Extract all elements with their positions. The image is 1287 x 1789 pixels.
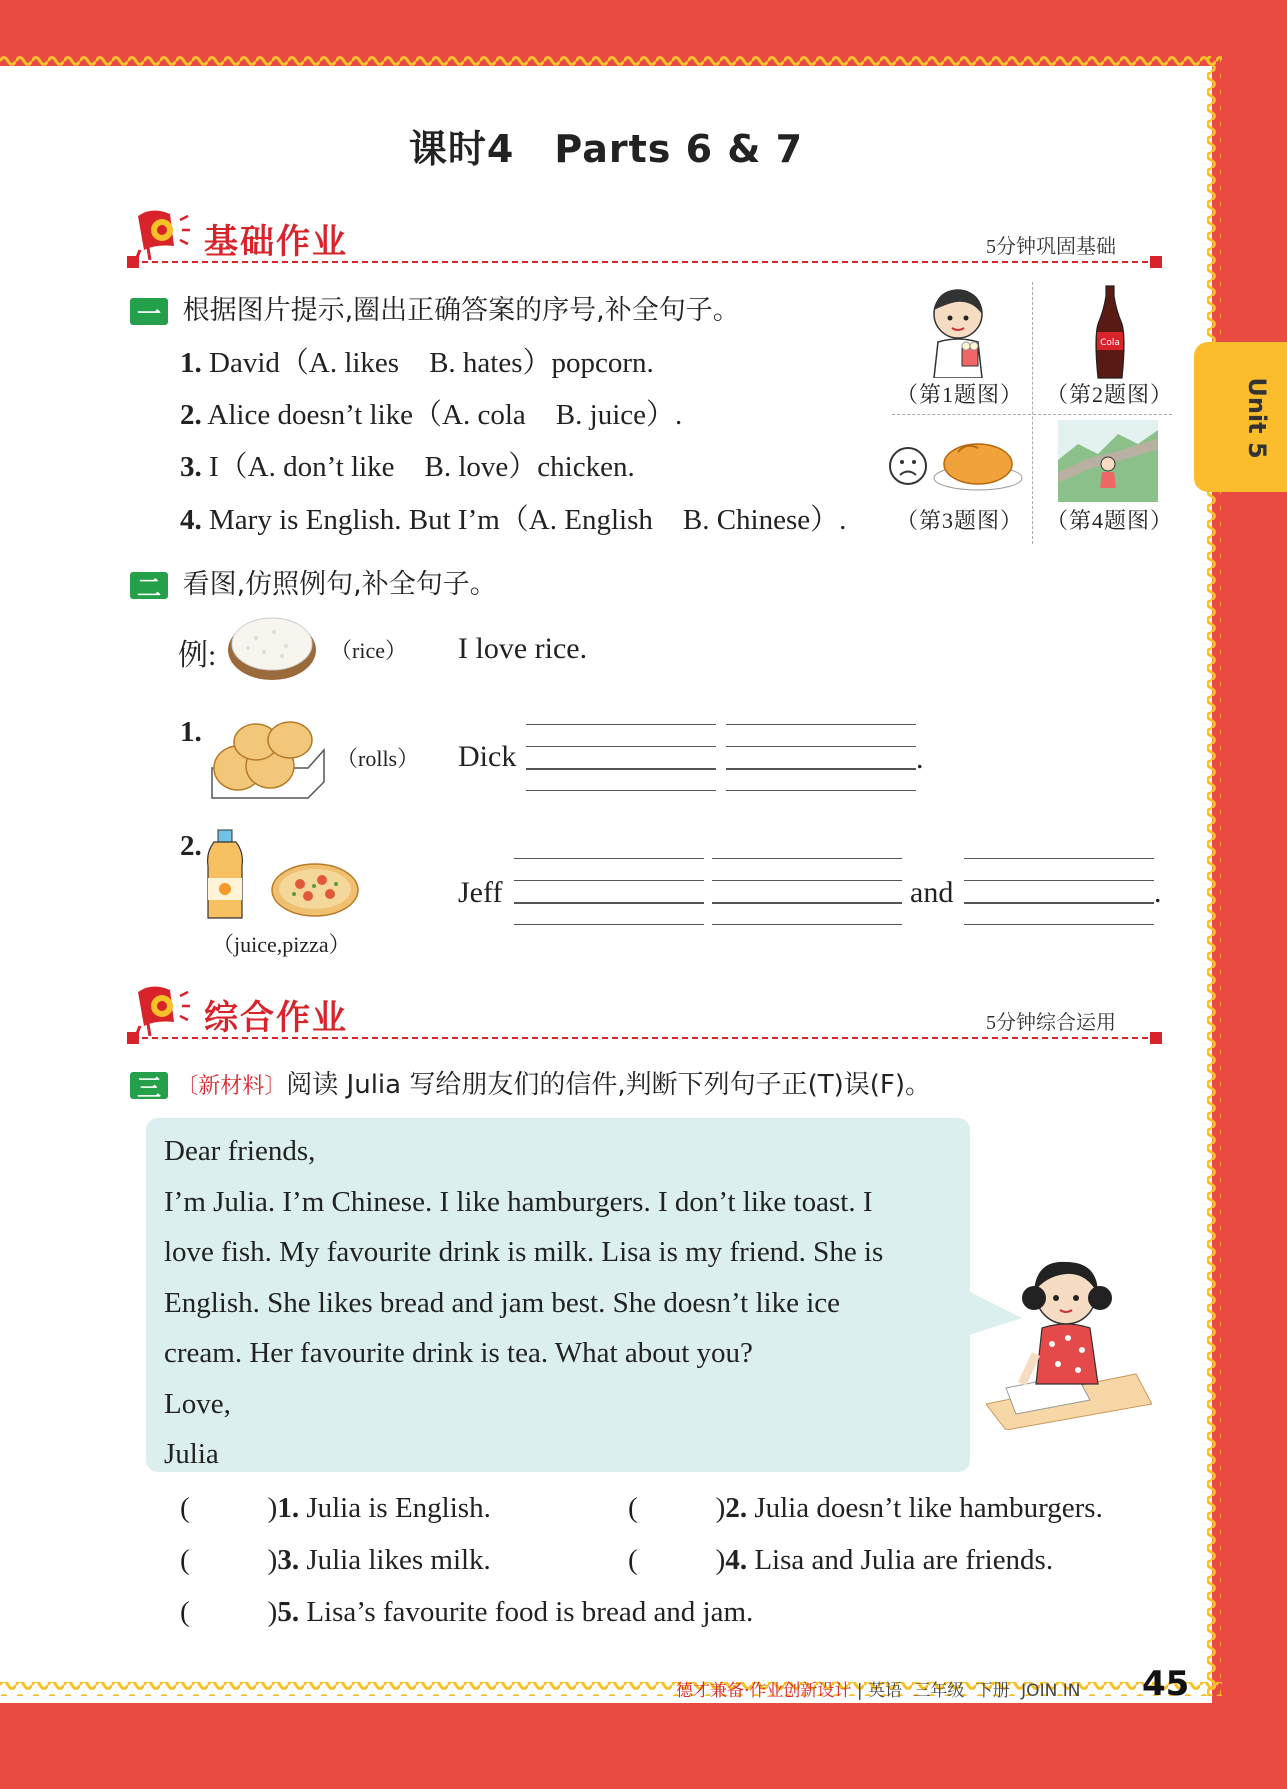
ex2-instruction: 看图,仿照例句,补全句子。 xyxy=(182,569,497,600)
answer-blank-5[interactable]: ( ) xyxy=(180,1596,278,1628)
writing-line-1a[interactable] xyxy=(526,724,716,790)
example-label: 例: xyxy=(178,639,217,672)
divider-start-marker xyxy=(127,256,139,268)
footer-term: 下册 xyxy=(975,1681,1010,1701)
writing-line-1b[interactable] xyxy=(726,724,916,790)
ex1-item-1: 1. David（A. likes B. hates）popcorn. xyxy=(180,347,654,379)
cola-label-text: Cola xyxy=(1100,338,1120,348)
ex1-item-3: 3. I（A. don’t like B. love）chicken. xyxy=(180,451,635,483)
parts-label: Parts 6 & 7 xyxy=(554,127,804,171)
example-word: （rice） xyxy=(330,638,407,663)
picture-grid-divider-v xyxy=(1032,282,1033,544)
letter-line-1: Dear friends, xyxy=(164,1135,316,1167)
writing-line-2b[interactable] xyxy=(712,858,902,924)
boy-popcorn-image xyxy=(926,286,992,378)
ex2-item-1-subject: Dick xyxy=(458,740,517,773)
divider-end-marker xyxy=(1150,1032,1162,1044)
picture-grid-divider-h xyxy=(892,414,1172,415)
answer-blank-2[interactable]: ( ) xyxy=(628,1492,726,1524)
writing-line-2a[interactable] xyxy=(514,858,704,924)
ex2-item-1-word: （rolls） xyxy=(336,746,420,771)
ex3-new-material-tag: 〔新材料〕 xyxy=(176,1074,287,1099)
ex1-item-4: 4. Mary is English. But I’m（A. English B. Chinese）. xyxy=(180,504,847,536)
pizza-image xyxy=(270,862,360,918)
section-comprehensive-divider xyxy=(132,1037,1158,1039)
letter-line-6: Love, xyxy=(164,1387,231,1420)
letter-line-7: Julia xyxy=(164,1438,219,1470)
ex2-item-2-end: . xyxy=(1154,876,1162,909)
footer-grade: 三年级 xyxy=(913,1681,965,1701)
ex2-item-2-and: and xyxy=(910,876,954,909)
girl-writing-image xyxy=(986,1254,1152,1430)
divider-start-marker xyxy=(127,1032,139,1044)
tf-question-1: ( )1. Julia is English. xyxy=(180,1492,491,1524)
rolls-image xyxy=(208,712,328,800)
answer-blank-4[interactable]: ( ) xyxy=(628,1544,726,1576)
section-comprehensive-title: 综合作业 xyxy=(204,998,348,1038)
ex1-heading xyxy=(130,288,740,327)
tf-question-2: ( )2. Julia doesn’t like hamburgers. xyxy=(628,1492,1103,1524)
footer-separator: | xyxy=(856,1681,863,1701)
tf-question-5: ( )5. Lisa’s favourite food is bread and jam. xyxy=(180,1596,754,1628)
letter-line-5: cream. Her favourite drink is tea. What about you? xyxy=(164,1337,753,1369)
section-comprehensive-subtitle: 5分钟综合运用 xyxy=(986,1012,1116,1034)
ex3-instruction: 阅读 Julia 写给朋友们的信件,判断下列句子正(T)误(F)。 xyxy=(286,1070,932,1100)
letter-line-3: love fish. My favourite drink is milk. Lisa is my friend. She is xyxy=(164,1236,884,1268)
answer-blank-1[interactable]: ( ) xyxy=(180,1492,278,1524)
example-sentence: I love rice. xyxy=(458,632,588,665)
ex2-heading xyxy=(130,562,497,601)
sad-face-chicken-image xyxy=(886,428,1026,496)
section-basic-divider xyxy=(132,261,1158,263)
ex1-marker: 一 xyxy=(130,298,168,325)
footer xyxy=(676,1676,1080,1701)
tf-question-4: ( )4. Lisa and Julia are friends. xyxy=(628,1544,1054,1576)
page-title xyxy=(0,118,1212,173)
megaphone-icon xyxy=(130,982,190,1036)
caption-pic-4: （第4题图） xyxy=(1046,508,1174,533)
writing-line-2c[interactable] xyxy=(964,858,1154,924)
caption-pic-3: （第3题图） xyxy=(896,508,1024,533)
rice-bowl-image xyxy=(226,612,318,684)
section-basic-subtitle: 5分钟巩固基础 xyxy=(986,236,1116,258)
juice-bottle-image xyxy=(204,826,248,922)
ex3-marker: 三 xyxy=(130,1072,168,1099)
letter-text xyxy=(164,1126,950,1480)
ex2-item-2-subject: Jeff xyxy=(458,876,503,909)
answer-blank-3[interactable]: ( ) xyxy=(180,1544,278,1576)
letter-line-4: English. She likes bread and jam best. She doesn’t like ice xyxy=(164,1286,840,1319)
megaphone-icon xyxy=(130,206,190,260)
letter-line-2: I’m Julia. I’m Chinese. I like hamburgers. I don’t like toast. I xyxy=(164,1185,873,1218)
ex2-item-2-num: 2. xyxy=(180,830,202,862)
ex2-marker: 二 xyxy=(130,572,168,599)
lesson-label: 课时4 xyxy=(408,127,515,171)
page-number: 45 xyxy=(1142,1664,1190,1704)
footer-edition: JOIN IN xyxy=(1021,1681,1081,1701)
cola-bottle-image xyxy=(1090,284,1130,380)
ex1-instruction: 根据图片提示,圈出正确答案的序号,补全句子。 xyxy=(182,295,740,326)
ex1-item-2: 2. Alice doesn’t like（A. cola B. juice）. xyxy=(180,399,683,431)
ex2-item-1-num: 1. xyxy=(180,716,202,748)
ex2-item-1-end: . xyxy=(916,742,924,775)
footer-subject: 英语 xyxy=(867,1681,902,1701)
unit-tab-label: Unit 5 xyxy=(1243,377,1271,459)
unit-side-tab xyxy=(1194,342,1287,492)
section-basic-title: 基础作业 xyxy=(204,222,348,262)
caption-pic-1: （第1题图） xyxy=(896,382,1024,407)
ex3-heading xyxy=(130,1064,931,1101)
ex2-item-2-word: （juice,pizza） xyxy=(212,932,351,957)
great-wall-girl-image xyxy=(1058,420,1158,502)
footer-brand: 德才兼备·作业创新设计 xyxy=(676,1681,852,1701)
tf-question-3: ( )3. Julia likes milk. xyxy=(180,1544,491,1576)
caption-pic-2: （第2题图） xyxy=(1046,382,1174,407)
divider-end-marker xyxy=(1150,256,1162,268)
